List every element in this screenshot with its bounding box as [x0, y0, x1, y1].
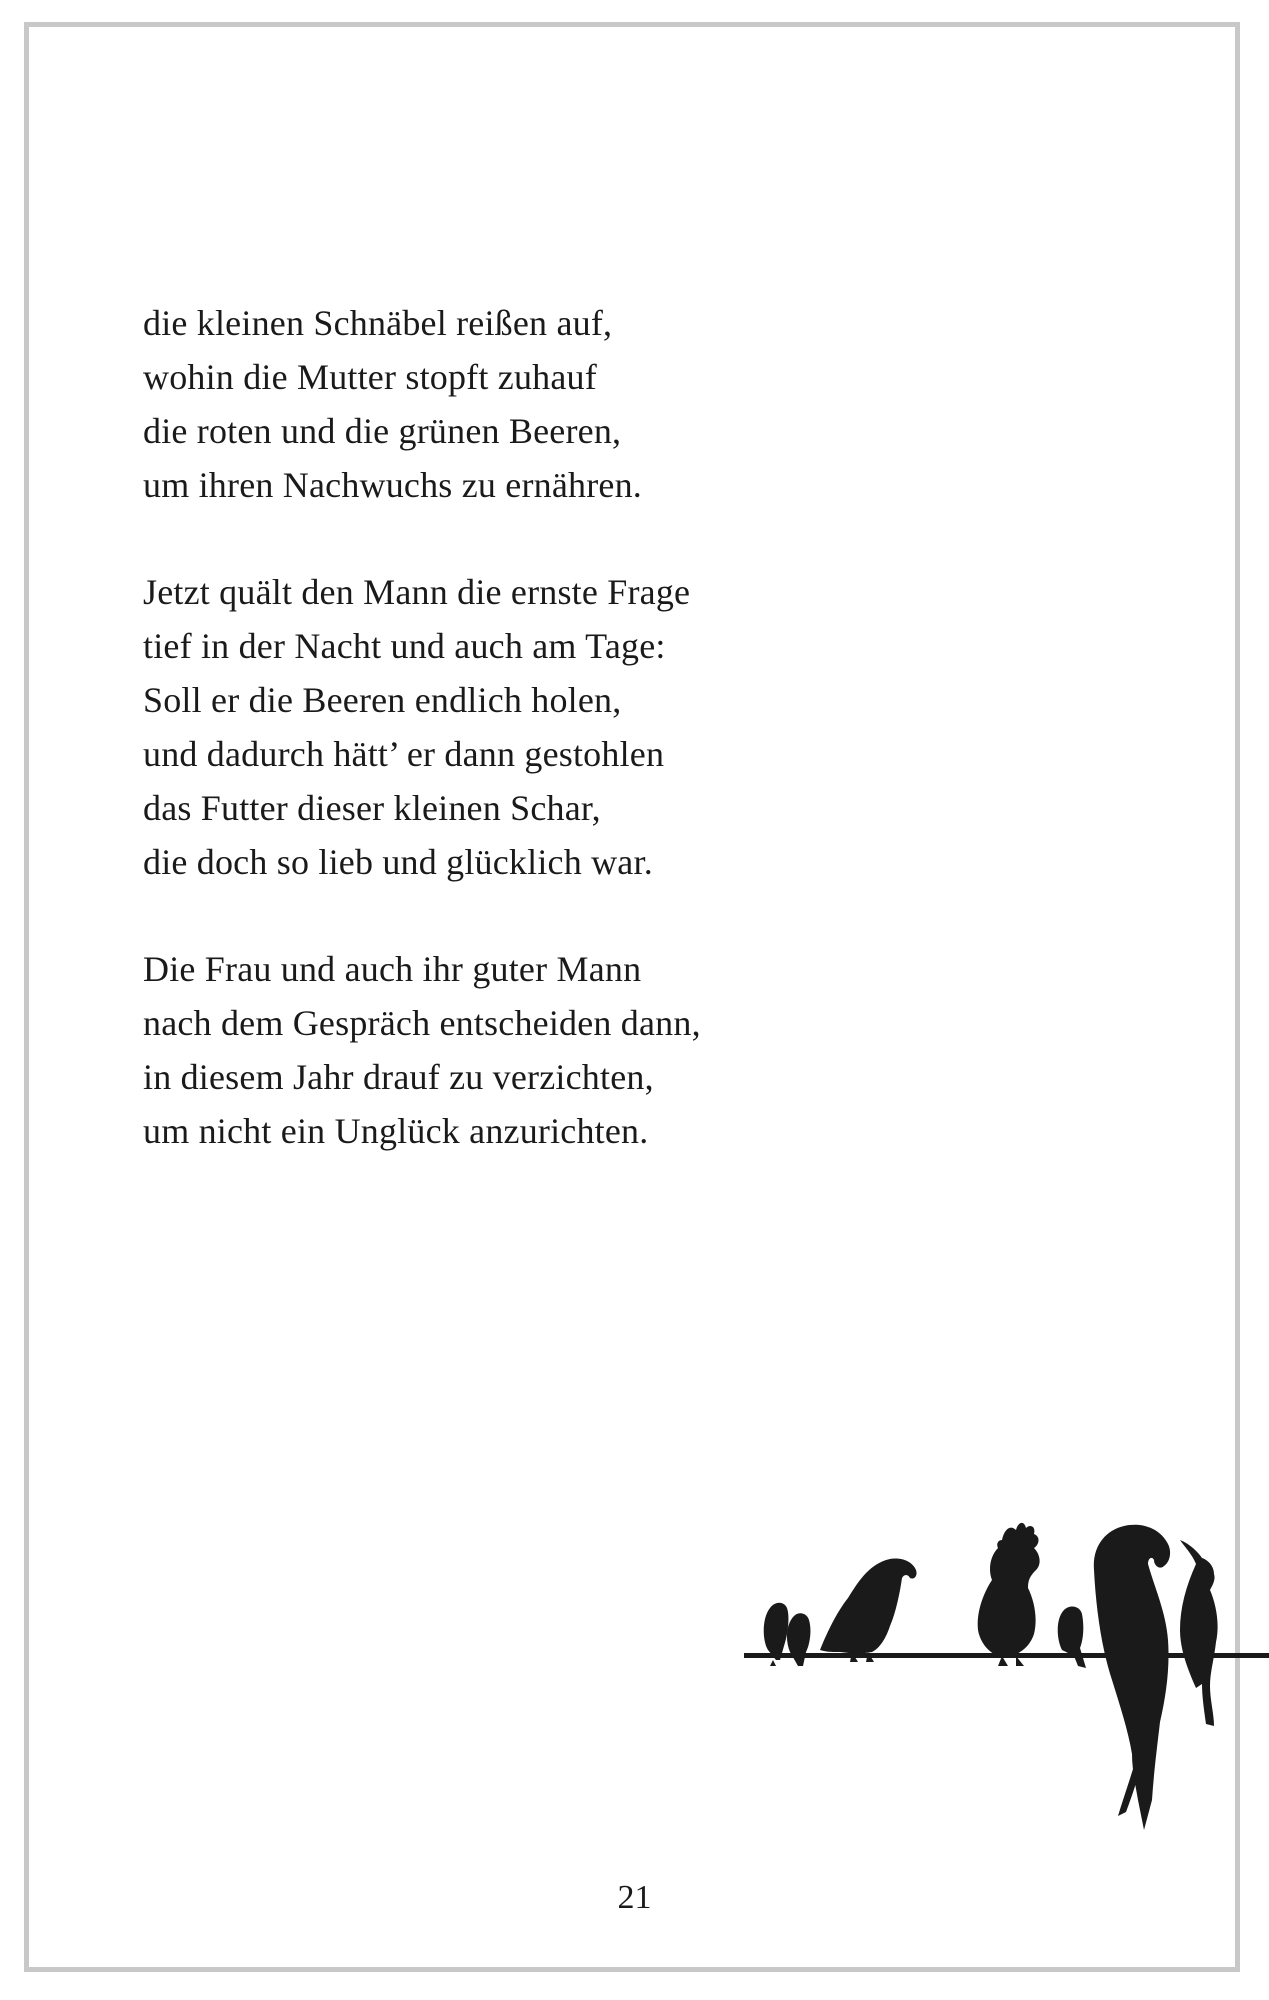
poem-line: tief in der Nacht und auch am Tage:	[143, 626, 666, 666]
poem-line: um ihren Nachwuchs zu ernähren.	[143, 465, 643, 505]
poem-line: in diesem Jahr drauf zu verzichten,	[143, 1057, 654, 1097]
parrot-silhouette	[820, 1558, 917, 1654]
lovebird-silhouette	[764, 1603, 789, 1660]
poem-line: nach dem Gespräch entscheiden dann,	[143, 1003, 701, 1043]
stanza-3	[143, 942, 843, 1158]
stanza-1	[143, 296, 843, 512]
page-number: 21	[617, 1879, 652, 1916]
poem-line: die roten und die grünen Beeren,	[143, 411, 622, 451]
poem-line: die doch so lieb und glücklich war.	[143, 842, 653, 882]
cockatoo-silhouette	[978, 1523, 1040, 1656]
poem-line: um nicht ein Unglück anzurichten.	[143, 1111, 649, 1151]
parrots-on-wire-silhouette-icon	[740, 1500, 1269, 1840]
stanza-2	[143, 565, 843, 889]
poem-line: Die Frau und auch ihr guter Mann	[143, 949, 642, 989]
cockatiel-silhouette	[1180, 1540, 1218, 1726]
poem-line: und dadurch hätt’ er dann gestohlen	[143, 734, 665, 774]
poem-line: das Futter dieser kleinen Schar,	[143, 788, 601, 828]
lovebird-silhouette	[1058, 1607, 1086, 1668]
poem-line: die kleinen Schnäbel reißen auf,	[143, 303, 613, 343]
lovebird-silhouette	[787, 1613, 811, 1666]
poem-line: wohin die Mutter stopft zuhauf	[143, 357, 597, 397]
poem-line: Soll er die Beeren endlich holen,	[143, 680, 622, 720]
poem-line: Jetzt quält den Mann die ernste Frage	[143, 572, 691, 612]
poem	[143, 296, 843, 1211]
